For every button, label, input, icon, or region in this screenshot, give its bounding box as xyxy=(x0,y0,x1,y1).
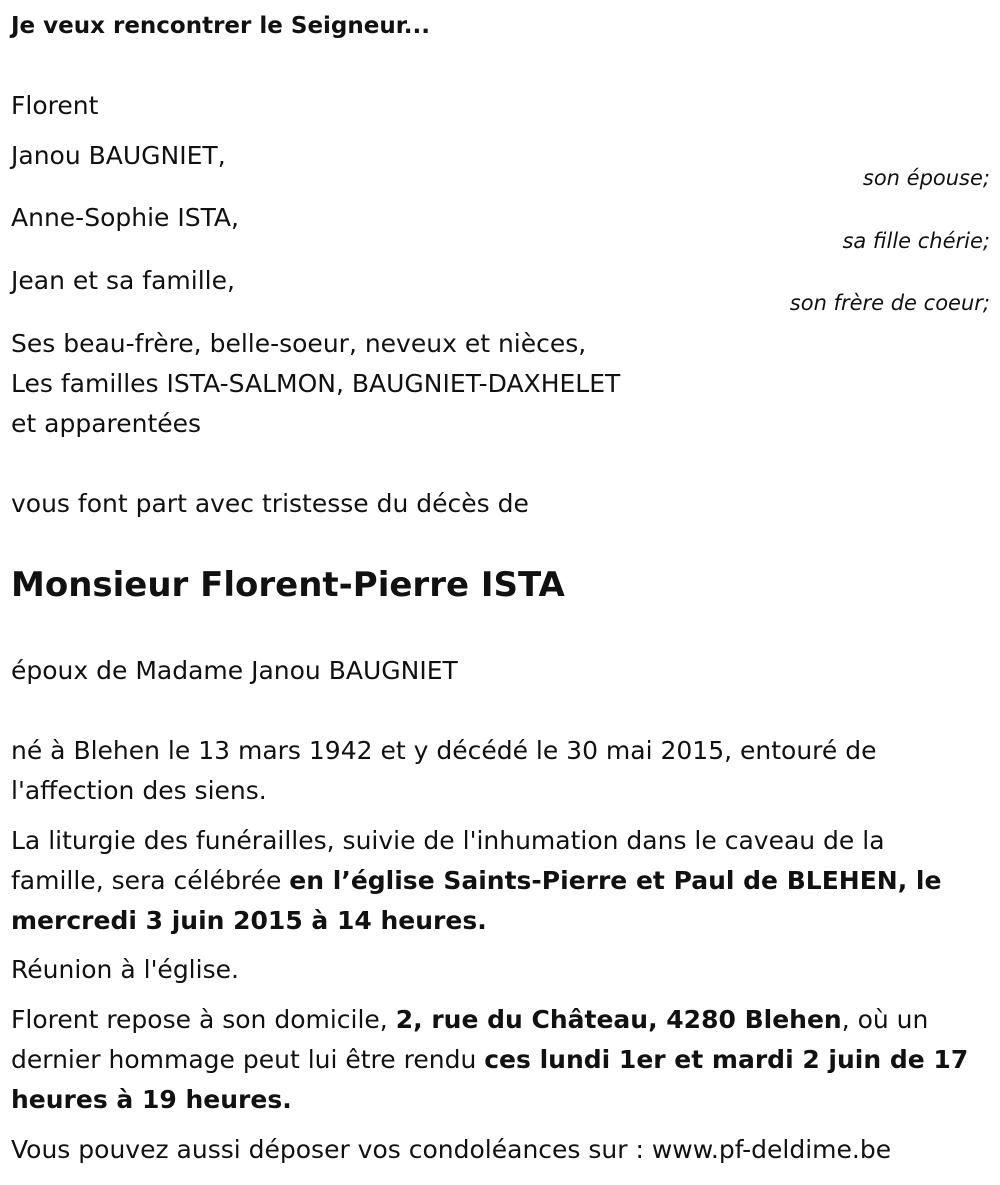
liturgy-text: famille, sera célébrée xyxy=(11,866,290,895)
spouse-line: époux de Madame Janou BAUGNIET xyxy=(11,656,458,685)
family-role-spouse: son épouse; xyxy=(862,166,990,190)
birth-death-line-1: né à Blehen le 13 mars 1942 et y décédé le 30 mai 2015, entouré de xyxy=(11,736,877,765)
visit-text-end: , où un xyxy=(841,1005,929,1034)
birth-death-line-2: l'affection des siens. xyxy=(11,776,267,805)
visit-line-2 xyxy=(11,1040,968,1080)
liturgy-line-2 xyxy=(11,861,941,901)
visit-tribute: dernier hommage peut lui être rendu xyxy=(11,1045,485,1074)
family-member-spouse: Janou BAUGNIET, xyxy=(11,141,226,170)
visit-dates: ces lundi 1er et mardi 2 juin de 17 xyxy=(484,1045,969,1074)
family-relatives: Ses beau-frère, belle-soeur, neveux et nièces, xyxy=(11,329,587,358)
liturgy-place: en l’église Saints-Pierre et Paul de BLEHEN, le xyxy=(289,866,942,895)
visit-line-3 xyxy=(11,1080,292,1120)
family-role-daughter: sa fille chérie; xyxy=(842,229,990,253)
liturgy-date: mercredi 3 juin 2015 à 14 heures. xyxy=(11,906,487,935)
family-member-brother: Jean et sa famille, xyxy=(11,266,235,295)
announcement: vous font part avec tristesse du décès de xyxy=(11,489,529,518)
family-role-brother: son frère de coeur; xyxy=(789,291,990,315)
visit-hours: heures à 19 heures. xyxy=(11,1085,292,1114)
visit-address: 2, rue du Château, 4280 Blehen xyxy=(395,1005,842,1034)
family-member-florent: Florent xyxy=(11,91,99,120)
reunion-line: Réunion à l'église. xyxy=(11,955,239,984)
deceased-name: Monsieur Florent-Pierre ISTA xyxy=(11,565,565,605)
family-member-daughter: Anne-Sophie ISTA, xyxy=(11,203,239,232)
liturgy-line-3 xyxy=(11,901,487,941)
family-families: Les familles ISTA-SALMON, BAUGNIET-DAXHELET xyxy=(11,369,621,398)
opening-quote: Je veux rencontrer le Seigneur... xyxy=(11,13,431,39)
family-related: et apparentées xyxy=(11,409,202,438)
condolences-line: Vous pouvez aussi déposer vos condoléances sur : www.pf-deldime.be xyxy=(11,1135,892,1164)
visit-text: Florent repose à son domicile, xyxy=(11,1005,396,1034)
liturgy-line-1: La liturgie des funérailles, suivie de l'inhumation dans le caveau de la xyxy=(11,826,885,855)
visit-line-1 xyxy=(11,1000,928,1040)
